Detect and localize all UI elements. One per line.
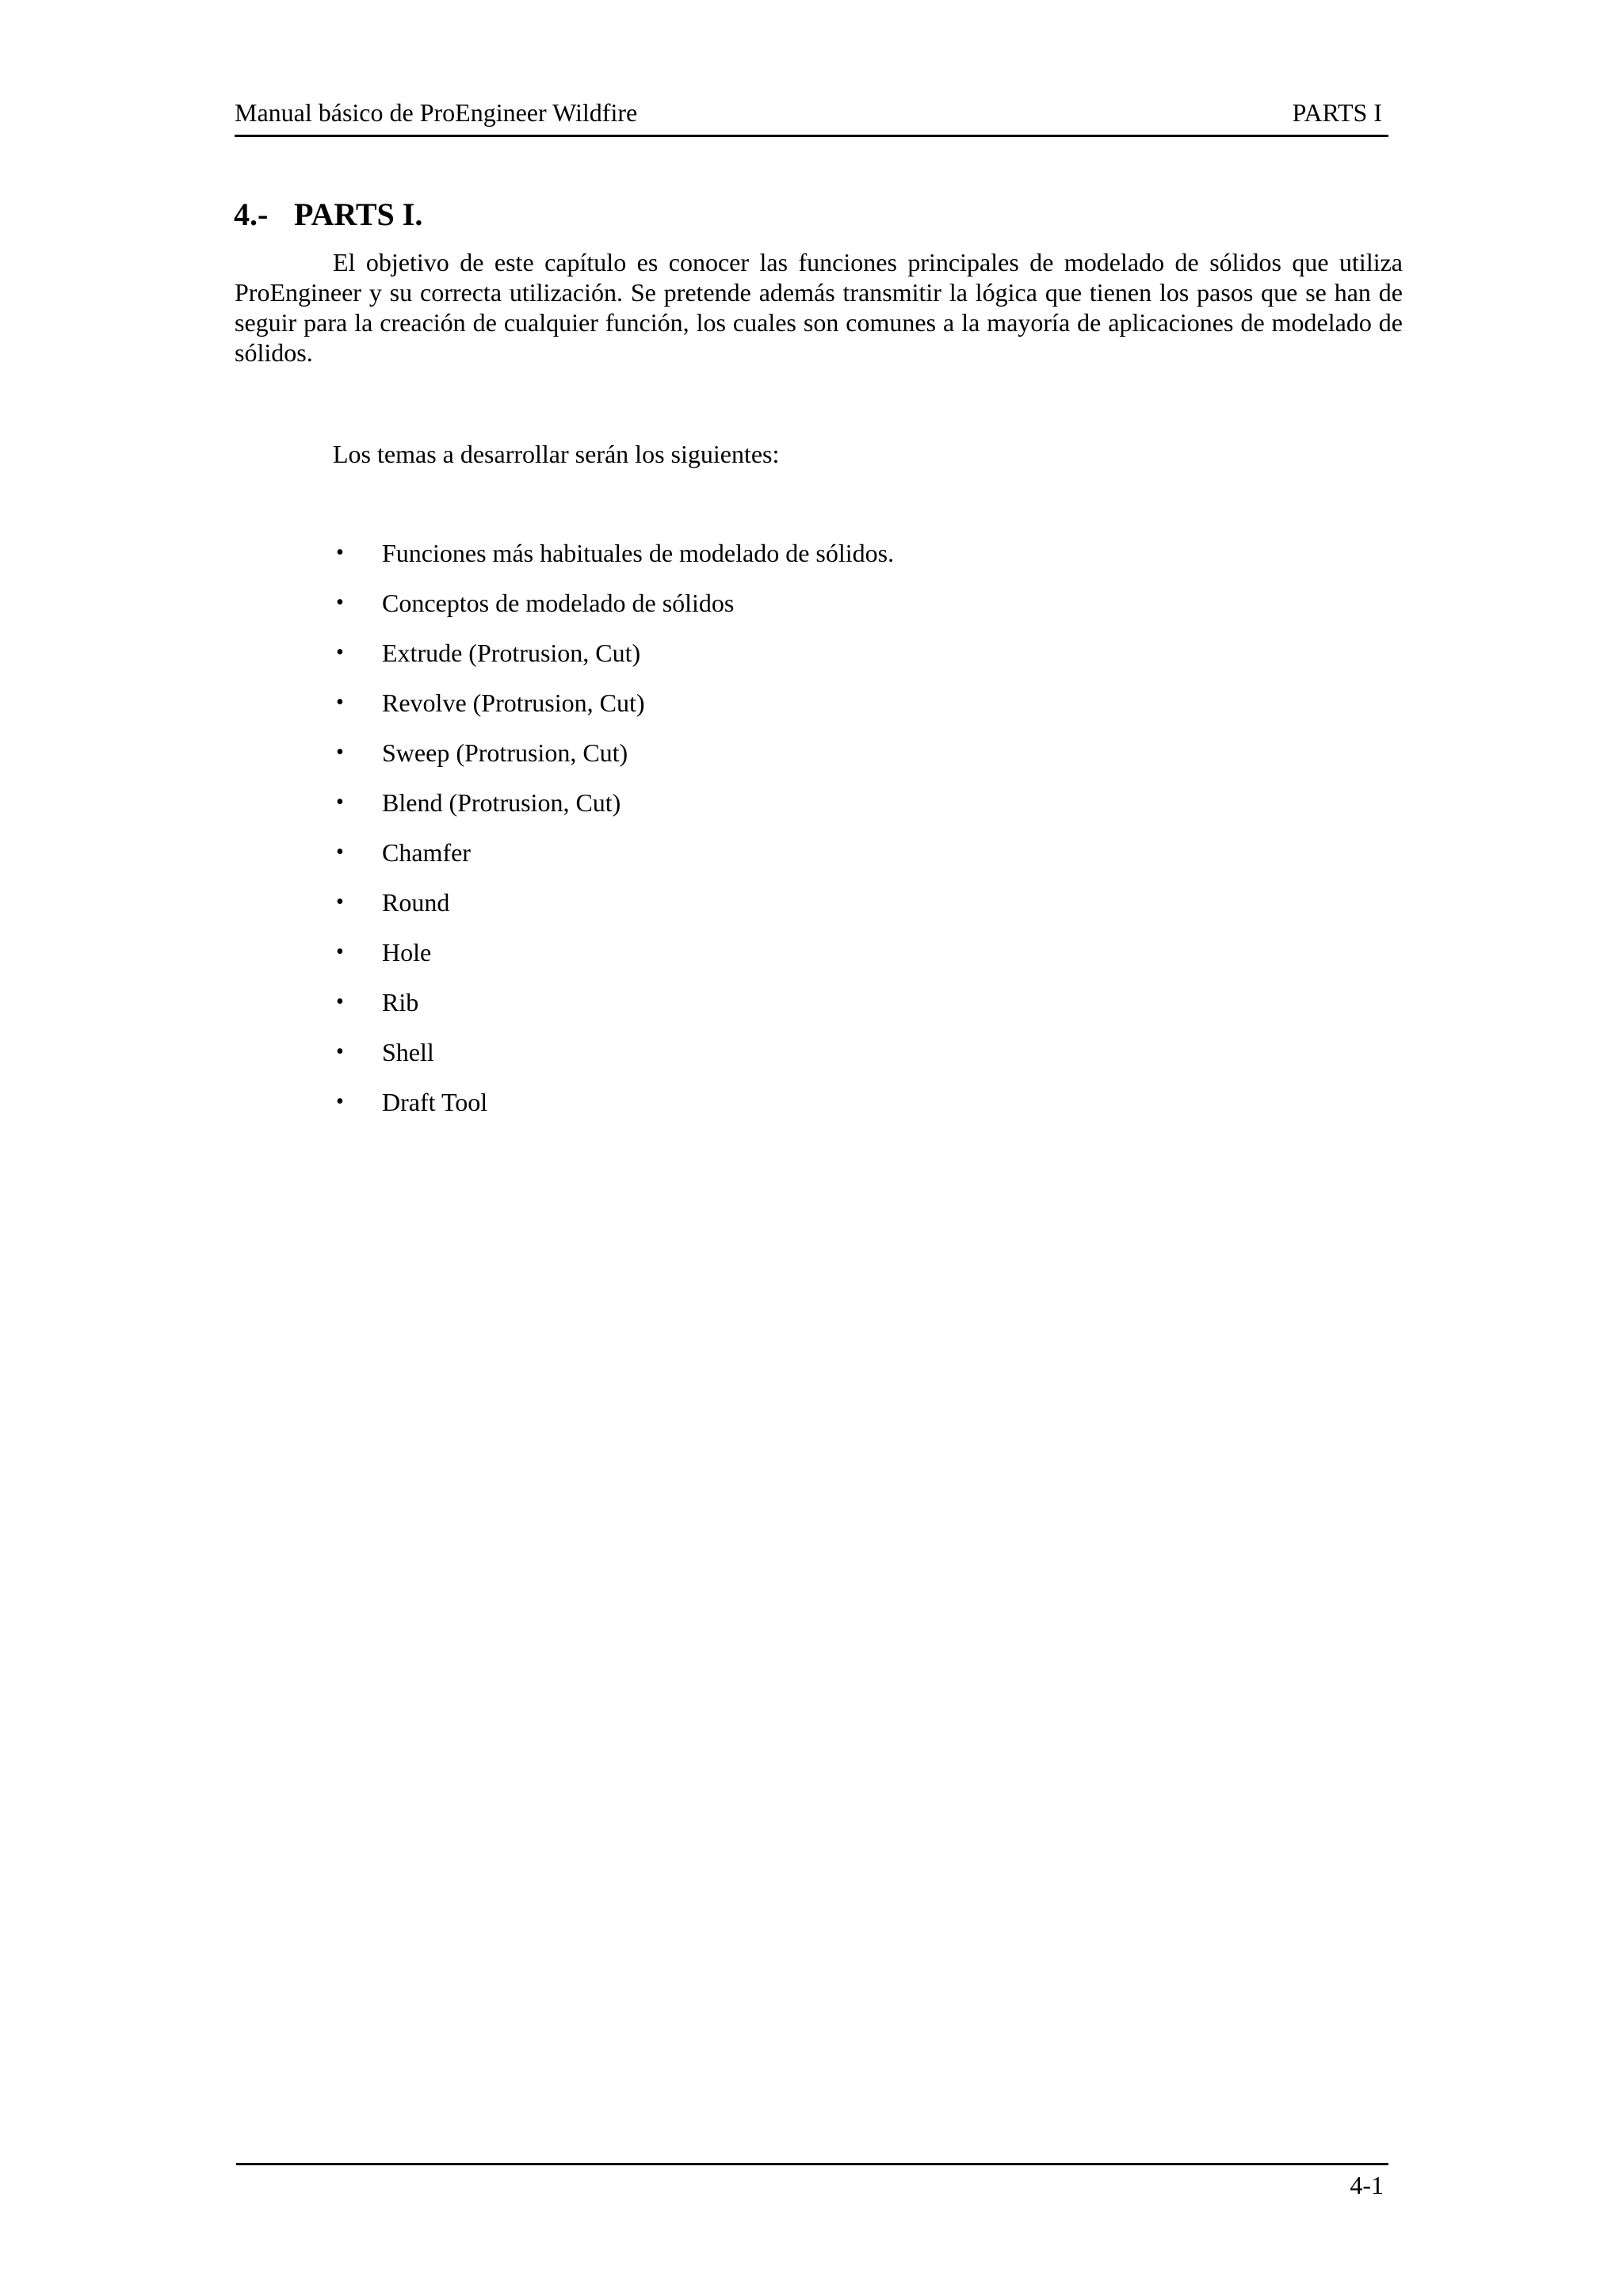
list-item-label: Draft Tool — [382, 1088, 488, 1116]
list-item — [333, 637, 894, 687]
bullet-icon: • — [336, 1039, 344, 1064]
bullet-icon: • — [336, 640, 344, 665]
list-item-label: Blend (Protrusion, Cut) — [382, 788, 621, 817]
bullet-icon: • — [336, 690, 344, 715]
list-item — [333, 936, 894, 986]
page-header — [235, 93, 1388, 137]
bullet-icon: • — [336, 890, 344, 914]
list-item — [333, 787, 894, 837]
list-item — [333, 537, 894, 587]
list-item-label: Conceptos de modelado de sólidos — [382, 589, 735, 617]
list-item-label: Chamfer — [382, 838, 471, 867]
bullet-icon: • — [336, 740, 344, 765]
list-item — [333, 1086, 894, 1136]
list-item — [333, 1036, 894, 1086]
intro-paragraph: El objetivo de este capítulo es conocer las funciones principales de modelado de sólidos que utiliza ProEngineer y su correcta utilización. Se pretende además transmitir la lógica que tienen los pasos que se han de seguir para la creación de cualquier función, los cuales son comunes a la mayoría de aplicaciones de modelado de sólidos. — [235, 248, 1403, 367]
list-item-label: Shell — [382, 1038, 434, 1066]
header-document-title: Manual básico de ProEngineer Wildfire — [235, 98, 638, 127]
chapter-number: 4.- — [234, 196, 269, 232]
list-item — [333, 887, 894, 936]
footer-divider — [236, 2163, 1388, 2165]
chapter-title: PARTS I. — [294, 196, 423, 232]
list-item-label: Revolve (Protrusion, Cut) — [382, 688, 645, 717]
list-item — [333, 837, 894, 887]
list-item — [333, 587, 894, 637]
bullet-icon: • — [336, 790, 344, 814]
chapter-heading — [234, 193, 422, 236]
header-chapter-name: PARTS I — [1292, 98, 1382, 127]
list-item-label: Rib — [382, 988, 419, 1016]
list-item-label: Hole — [382, 938, 432, 967]
list-item — [333, 986, 894, 1036]
topics-list — [333, 537, 894, 1136]
list-item-label: Sweep (Protrusion, Cut) — [382, 738, 628, 767]
bullet-icon: • — [336, 840, 344, 864]
topics-lead-text: Los temas a desarrollar serán los siguientes: — [333, 440, 780, 468]
list-item-label: Round — [382, 888, 450, 917]
bullet-icon: • — [336, 590, 344, 615]
bullet-icon: • — [336, 1089, 344, 1114]
bullet-icon: • — [336, 540, 344, 565]
list-item — [333, 737, 894, 787]
bullet-icon: • — [336, 940, 344, 964]
page-number: 4-1 — [1350, 2171, 1384, 2199]
bullet-icon: • — [336, 990, 344, 1014]
list-item-label: Funciones más habituales de modelado de sólidos. — [382, 539, 895, 567]
list-item-label: Extrude (Protrusion, Cut) — [382, 639, 641, 667]
list-item — [333, 687, 894, 737]
